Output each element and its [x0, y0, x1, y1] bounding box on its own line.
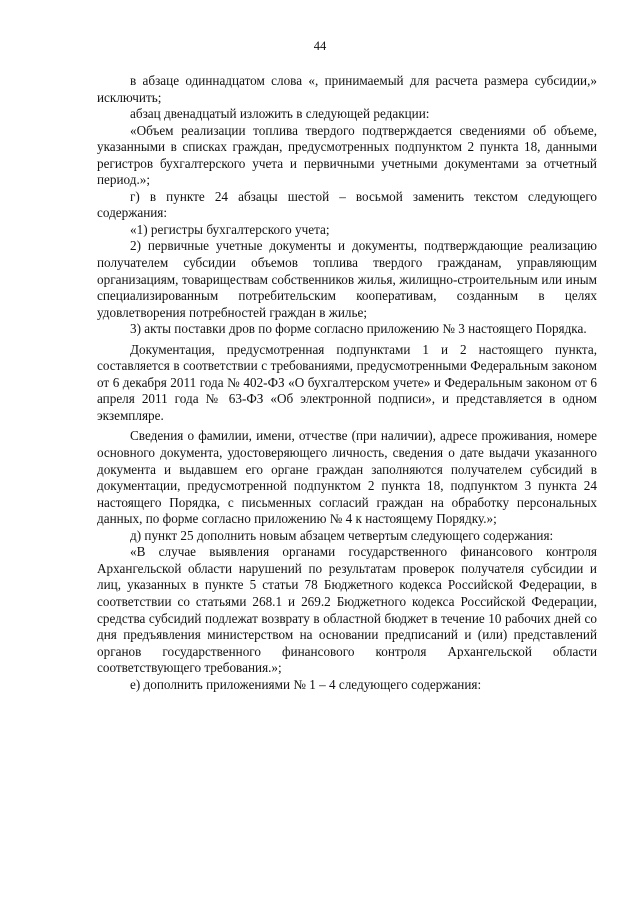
paragraph-item-d-point-25: д) пункт 25 дополнить новым абзацем четвертым следующего содержания:: [130, 527, 554, 543]
paragraph-list-item-2: 2) первичные учетные документы и документы, подтверждающие реализацию получателем субсидии объемов топлива твердого гражданам, управляющим организациям, товариществам собственников жилья, жилищно-строительным или иным специализированным потребительским кооперативам, созданным в целях удовлетворения потребностей граждан в жилье;: [97, 238, 597, 320]
paragraph-subsidy-words-removal: в абзаце одиннадцатом слова «, принимаемый для расчета размера субсидии,» исключить;: [97, 73, 597, 105]
document-body: [97, 73, 597, 693]
page-number: 44: [313, 39, 327, 53]
paragraph-list-item-1: «1) регистры бухгалтерского учета;: [130, 221, 330, 237]
paragraph-item-e-appendices: е) дополнить приложениями № 1 – 4 следующего содержания:: [130, 676, 482, 692]
paragraph-documentation-requirements: Документация, предусмотренная подпунктами 1 и 2 настоящего пункта, составляется в соответствии с требованиями, предусмотренными Федеральным законом от 6 декабря 2011 года № 402-ФЗ «О бухгалтерском учете» и Федеральным законом от 6 апреля 2011 года № 63-ФЗ «Об электронной подписи», и представляется в одном экземпляре.: [97, 341, 597, 423]
paragraph-fuel-volume-confirmation: «Объем реализации топлива твердого подтверждается сведениями об объеме, указанными в списках граждан, предусмотренных подпунктом 2 пункта 18, данными регистров бухгалтерского учета и первичными учетными документами за отчетный период.»;: [97, 122, 597, 188]
paragraph-item-g-point-24: г) в пункте 24 абзацы шестой – восьмой заменить текстом следующего содержания:: [97, 188, 597, 221]
paragraph-list-item-3: 3) акты поставки дров по форме согласно приложению № 3 настоящего Порядка.: [130, 321, 587, 337]
paragraph-financial-control: «В случае выявления органами государственного финансового контроля Архангельской области нарушений по результатам проверок получателя субсидии и лиц, указанных в пункте 5 статьи 78 Бюджетного кодекса Российской Федерации, в соответствии со статьями 268.1 и 269.2 Бюджетного кодекса Российской Федерации, средства субсидий подлежат возврату в областной бюджет в течение 10 рабочих дней со дня предъявления министерством на основании предписаний и (или) представлений органов государственного финансового контроля Архангельской области соответствующего требования.»;: [97, 544, 597, 676]
paragraph-personal-data: Сведения о фамилии, имени, отчестве (при наличии), адресе проживания, номере основного документа, удостоверяющего личность, сведения о дате выдачи указанного документа и выдавшем его органе граждан заполняются получателем субсидий в документации, предусмотренной подпунктом 2 пункта 18, подпунктом 3 пункта 24 настоящего Порядка, с письменных согласий граждан на обработку персональных данных, по форме согласно приложению № 4 к настоящему Порядку.»;: [97, 428, 597, 527]
paragraph-twelfth-abzac-intro: абзац двенадцатый изложить в следующей редакции:: [130, 106, 430, 122]
